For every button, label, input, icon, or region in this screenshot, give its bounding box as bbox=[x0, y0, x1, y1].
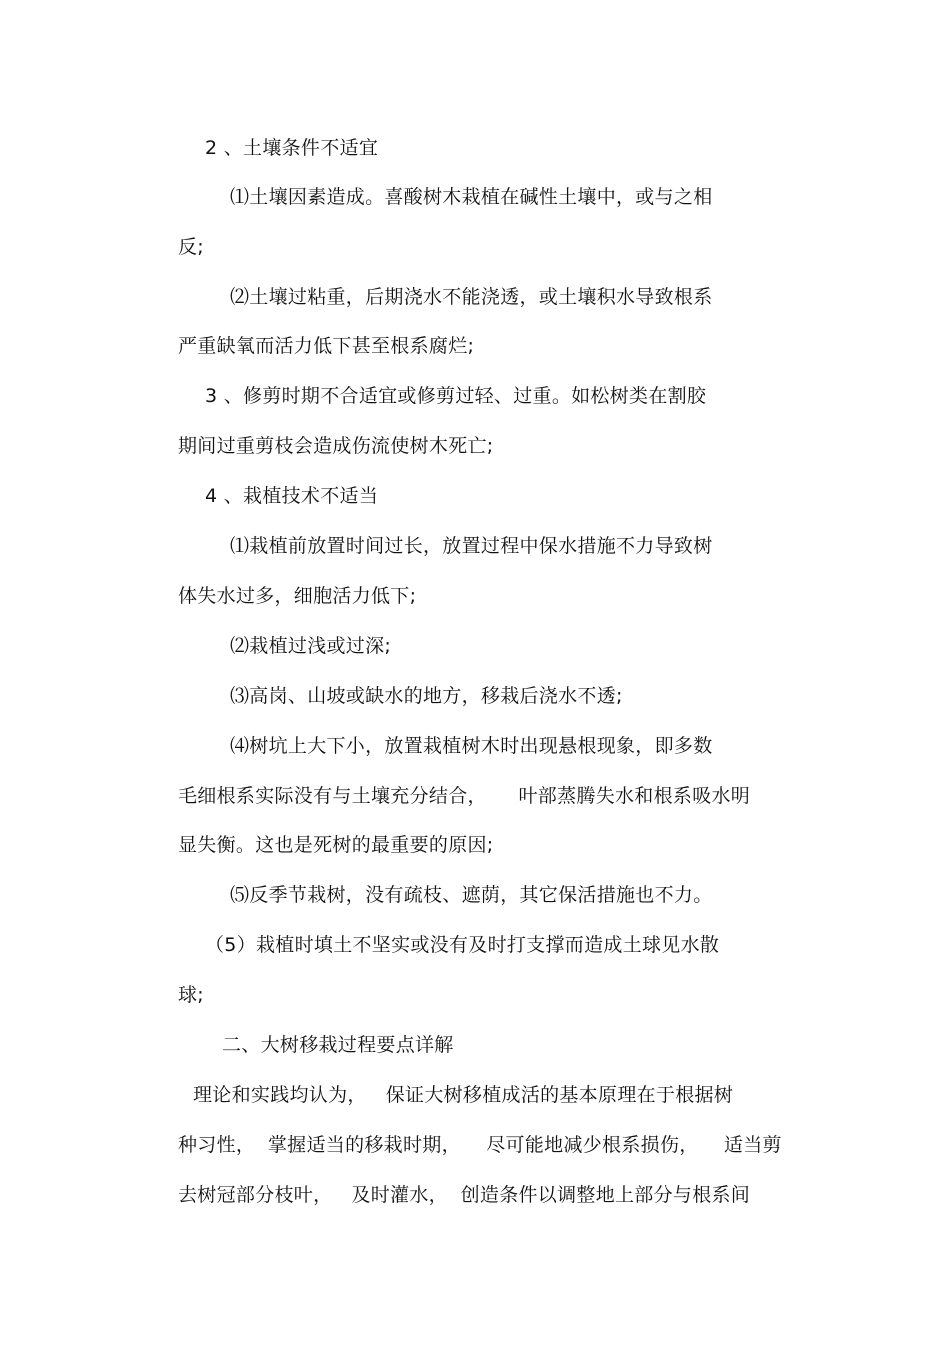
section-heading-3: 3 、修剪时期不合适宜或修剪过轻、过重。如松树类在割胶 bbox=[205, 385, 707, 407]
paragraph-line: 种习性， 掌握适当的移栽时期， 尽可能地减少根系损伤， 适当剪 bbox=[178, 1134, 782, 1156]
paragraph-line: ⑵栽植过浅或过深; bbox=[230, 635, 392, 657]
paragraph-line: 期间过重剪枝会造成伤流使树木死亡; bbox=[178, 435, 494, 457]
paragraph-line: 去树冠部分枝叶， 及时灌水， 创造条件以调整地上部分与根系间 bbox=[178, 1184, 751, 1206]
paragraph-line: （5）栽植时填土不坚实或没有及时打支撑而造成土球见水散 bbox=[205, 934, 720, 956]
paragraph-line: 毛细根系实际没有与土壤充分结合， 叶部蒸腾失水和根系吸水明 bbox=[178, 785, 751, 807]
paragraph-line: 反; bbox=[178, 236, 205, 258]
paragraph-line: ⑴栽植前放置时间过长，放置过程中保水措施不力导致树 bbox=[230, 535, 713, 557]
paragraph-line: ⑷树坑上大下小，放置栽植树木时出现悬根现象，即多数 bbox=[230, 735, 713, 757]
section-heading-2: 2 、土壤条件不适宜 bbox=[205, 137, 379, 159]
paragraph-line: 体失水过多，细胞活力低下; bbox=[178, 585, 417, 607]
paragraph-line: ⑴土壤因素造成。喜酸树木栽植在碱性土壤中，或与之相 bbox=[230, 186, 713, 208]
section-heading-4: 4 、栽植技术不适当 bbox=[205, 485, 379, 507]
paragraph-line: 理论和实践均认为， 保证大树移植成活的基本原理在于根据树 bbox=[193, 1084, 734, 1106]
paragraph-line: ⑶高岗、山坡或缺水的地方，移栽后浇水不透; bbox=[230, 685, 623, 707]
paragraph-line: 显失衡。这也是死树的最重要的原因; bbox=[178, 834, 494, 856]
paragraph-line: 球; bbox=[178, 984, 205, 1006]
paragraph-line: ⑸反季节栽树，没有疏枝、遮荫，其它保活措施也不力。 bbox=[230, 884, 713, 906]
section-heading-major: 二、大树移栽过程要点详解 bbox=[222, 1034, 454, 1056]
paragraph-line: ⑵土壤过粘重，后期浇水不能浇透，或土壤积水导致根系 bbox=[230, 286, 713, 308]
paragraph-line: 严重缺氧而活力低下甚至根系腐烂; bbox=[178, 335, 475, 357]
